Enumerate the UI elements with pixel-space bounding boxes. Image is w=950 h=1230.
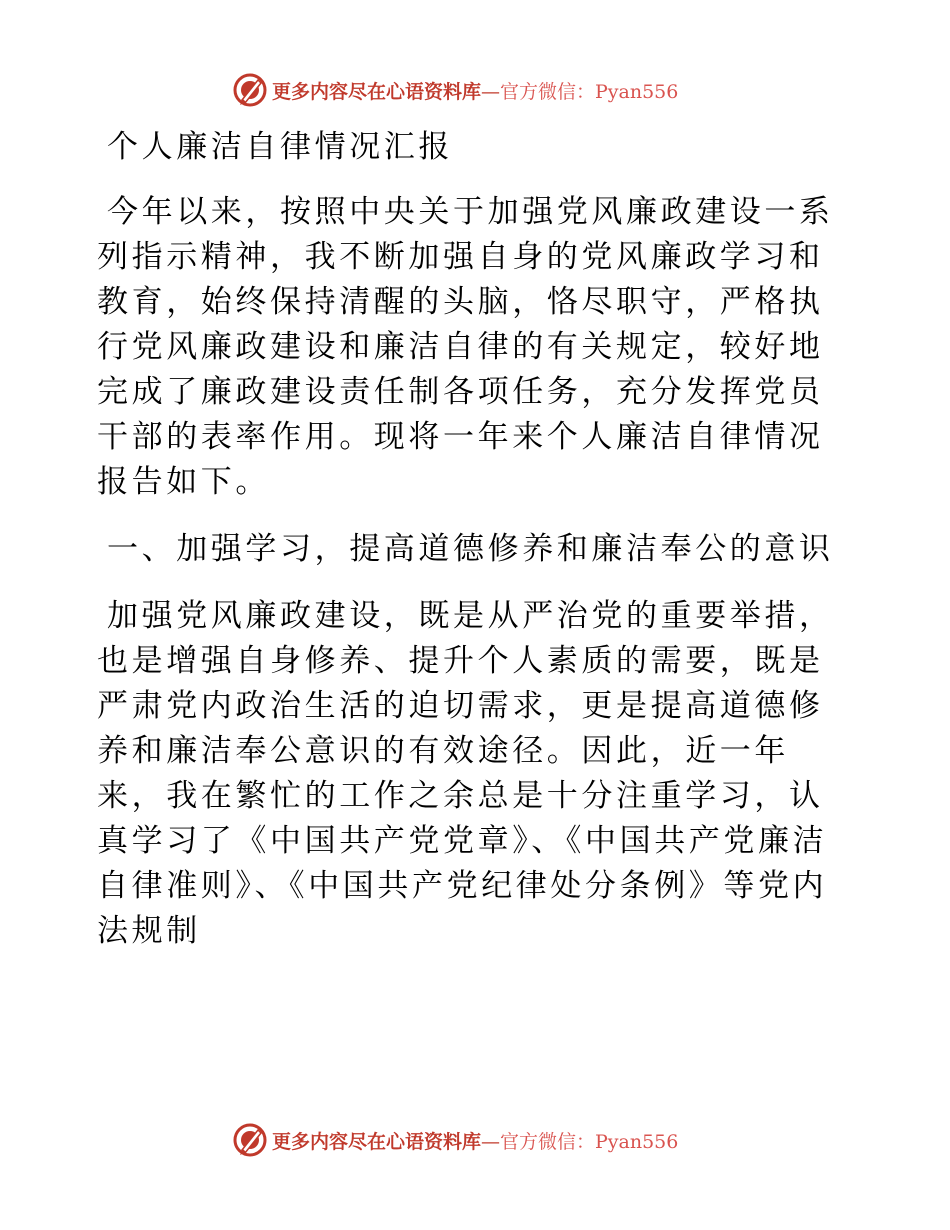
footer-banner — [232, 1120, 678, 1160]
banner-wechat: 官方微信：Pyan556 — [500, 80, 679, 103]
banner-separator: — — [481, 1130, 501, 1153]
banner-text — [272, 1127, 678, 1154]
banner-wechat: 官方微信：Pyan556 — [500, 1130, 679, 1153]
header-banner — [232, 70, 678, 110]
paragraph-study: 加强党风廉政建设，既是从严治党的重要举措，也是增强自身修养、提升个人素质的需要，既是严肃党内政治生活的迫切需求，更是提高道德修养和廉洁奉公意识的有效途径。因此，近一年来，我在繁忙的工作之余总是十分注重学习，认真学习了《中国共产党党章》、《中国共产党廉洁自律准则》、《中国共产党纪律处分条例》等党内法规制 — [97, 598, 834, 949]
banner-slogan: 更多内容尽在心语资料库 — [272, 1130, 482, 1153]
document-body — [97, 125, 857, 976]
paragraph-intro: 今年以来，按照中央关于加强党风廉政建设一系列指示精神，我不断加强自身的党风廉政学习和教育，始终保持清醒的头脑，恪尽职守，严格执行党风廉政建设和廉洁自律的有关规定，较好地完成了廉政建设责任制各项任务，充分发挥党员干部的表率作用。现将一年来个人廉洁自律情况报告如下。 — [97, 194, 834, 500]
banner-separator: — — [481, 80, 501, 103]
banner-text — [272, 77, 678, 104]
pen-seal-icon — [232, 72, 268, 108]
banner-slogan: 更多内容尽在心语资料库 — [272, 80, 482, 103]
pen-seal-icon — [232, 1122, 268, 1158]
section-heading: 一、加强学习，提高道德修养和廉洁奉公的意识 — [107, 531, 834, 567]
document-title: 个人廉洁自律情况汇报 — [107, 129, 453, 165]
